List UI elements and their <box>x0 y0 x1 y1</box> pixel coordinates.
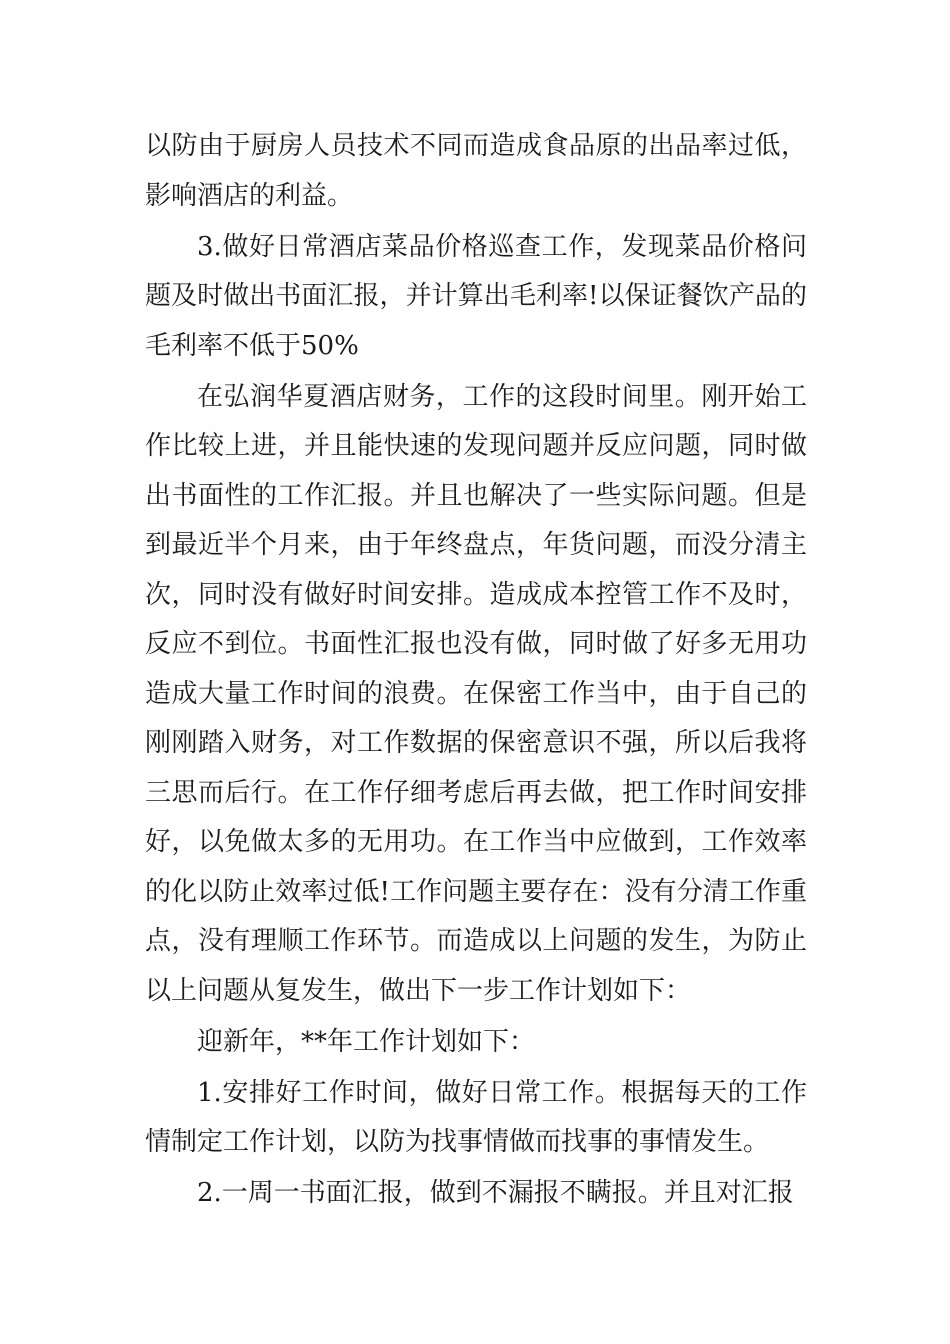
paragraph-1: 以防由于厨房人员技术不同而造成食品原的出品率过低，影响酒店的利益。 <box>145 131 807 211</box>
document-body <box>145 122 807 1219</box>
paragraph-4: 迎新年，**年工作计划如下： <box>197 1026 536 1057</box>
paragraph-2: 3.做好日常酒店菜品价格巡查工作，发现菜品价格问题及时做出书面汇报，并计算出毛利率!以保证餐饮产品的毛利率不低于50% <box>145 231 807 361</box>
paragraph-5: 1.安排好工作时间，做好日常工作。根据每天的工作情制定工作计划，以防为找事情做而找事的事情发生。 <box>145 1077 807 1157</box>
paragraph-3: 在弘润华夏酒店财务，工作的这段时间里。刚开始工作比较上进，并且能快速的发现问题并反应问题，同时做出书面性的工作汇报。并且也解决了一些实际问题。但是到最近半个月来，由于年终盘点，年货问题，而没分清主次，同时没有做好时间安排。造成成本控管工作不及时，反应不到位。书面性汇报也没有做，同时做了好多无用功造成大量工作时间的浪费。在保密工作当中，由于自己的刚刚踏入财务，对工作数据的保密意识不强，所以后我将三思而后行。在工作仔细考虑后再去做，把工作时间安排好，以免做太多的无用功。在工作当中应做到，工作效率的化以防止效率过低!工作问题主要存在：没有分清工作重点，没有理顺工作环节。而造成以上问题的发生，为防止以上问题从复发生，做出下一步工作计划如下： <box>145 381 807 1006</box>
paragraph-6: 2.一周一书面汇报，做到不漏报不瞒报。并且对汇报 <box>197 1178 794 1208</box>
